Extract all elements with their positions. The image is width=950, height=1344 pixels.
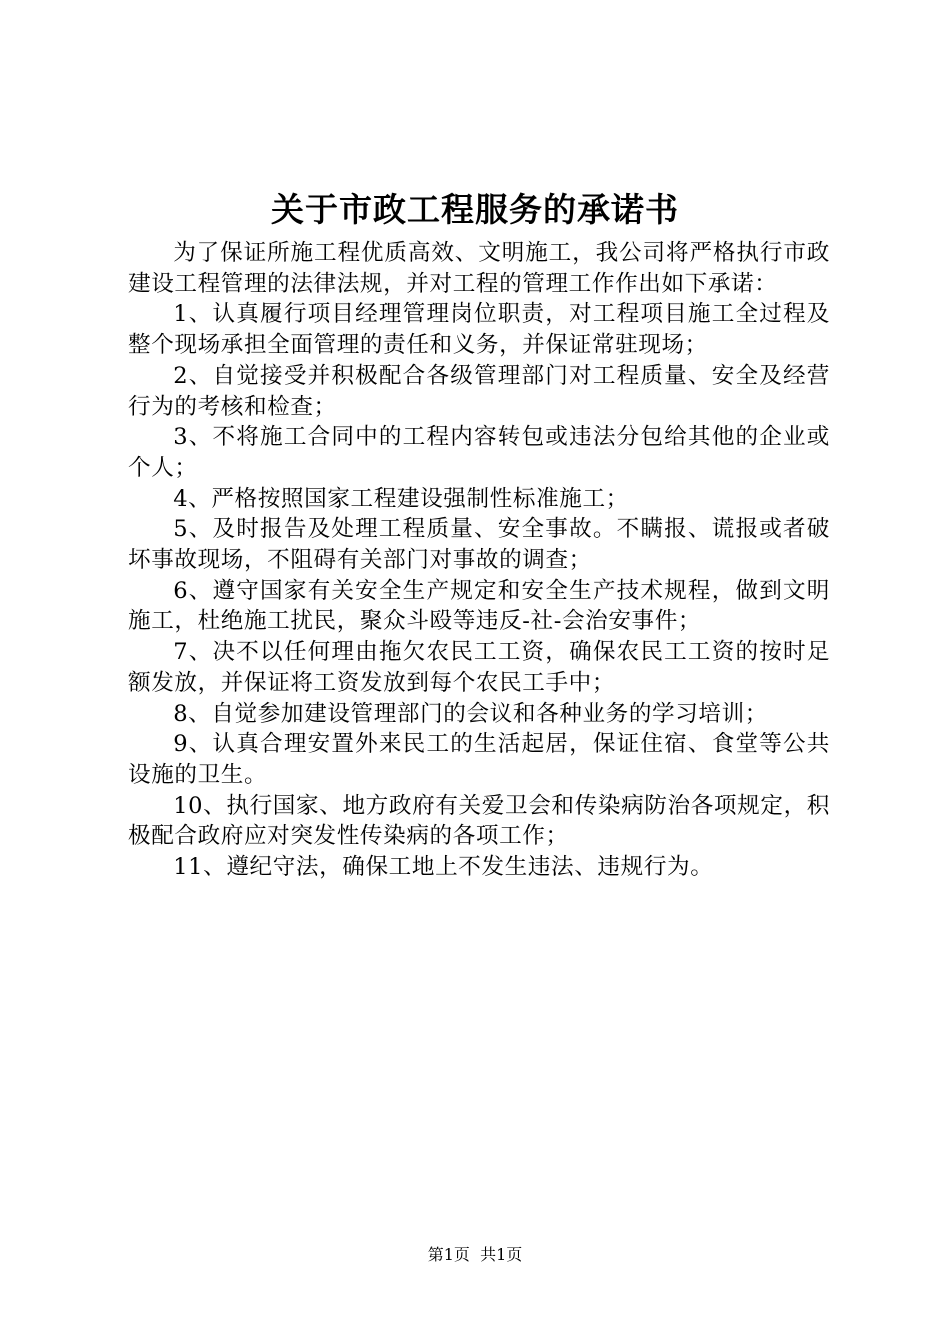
commitment-item-2: 2、自觉接受并积极配合各级管理部门对工程质量、安全及经营行为的考核和检查； — [128, 362, 830, 420]
commitment-item-6: 6、遵守国家有关安全生产规定和安全生产技术规程，做到文明施工，杜绝施工扰民，聚众斗殴等违反-社-会治安事件； — [128, 577, 830, 635]
document-body — [128, 238, 830, 883]
commitment-item-8: 8、自觉参加建设管理部门的会议和各种业务的学习培训； — [173, 700, 769, 727]
commitment-item-9: 9、认真合理安置外来民工的生活起居，保证住宿、食堂等公共设施的卫生。 — [128, 731, 830, 788]
commitment-item-4: 4、严格按照国家工程建设强制性标准施工； — [173, 485, 629, 512]
commitment-item-3: 3、不将施工合同中的工程内容转包或违法分包给其他的企业或个人； — [128, 424, 830, 481]
commitment-item-10: 10、执行国家、地方政府有关爱卫会和传染病防治各项规定，积极配合政府应对突发性传染病的各项工作； — [128, 792, 830, 850]
commitment-item-5: 5、及时报告及处理工程质量、安全事故。不瞒报、谎报或者破坏事故现场，不阻碍有关部门对事故的调查； — [128, 516, 830, 574]
document-title: 关于市政工程服务的承诺书 — [271, 190, 679, 229]
commitment-item-11: 11、遵纪守法，确保工地上不发生违法、违规行为。 — [173, 854, 714, 881]
intro-paragraph: 为了保证所施工程优质高效、文明施工，我公司将严格执行市政建设工程管理的法律法规，并对工程的管理工作作出如下承诺： — [128, 240, 830, 297]
commitment-item-1: 1、认真履行项目经理管理岗位职责，对工程项目施工全过程及整个现场承担全面管理的责任和义务，并保证常驻现场； — [128, 301, 830, 359]
commitment-item-7: 7、决不以任何理由拖欠农民工工资，确保农民工工资的按时足额发放，并保证将工资发放到每个农民工手中； — [128, 639, 830, 696]
page-footer — [0, 1244, 950, 1266]
page-number: 第1页 共1页 — [427, 1245, 523, 1264]
